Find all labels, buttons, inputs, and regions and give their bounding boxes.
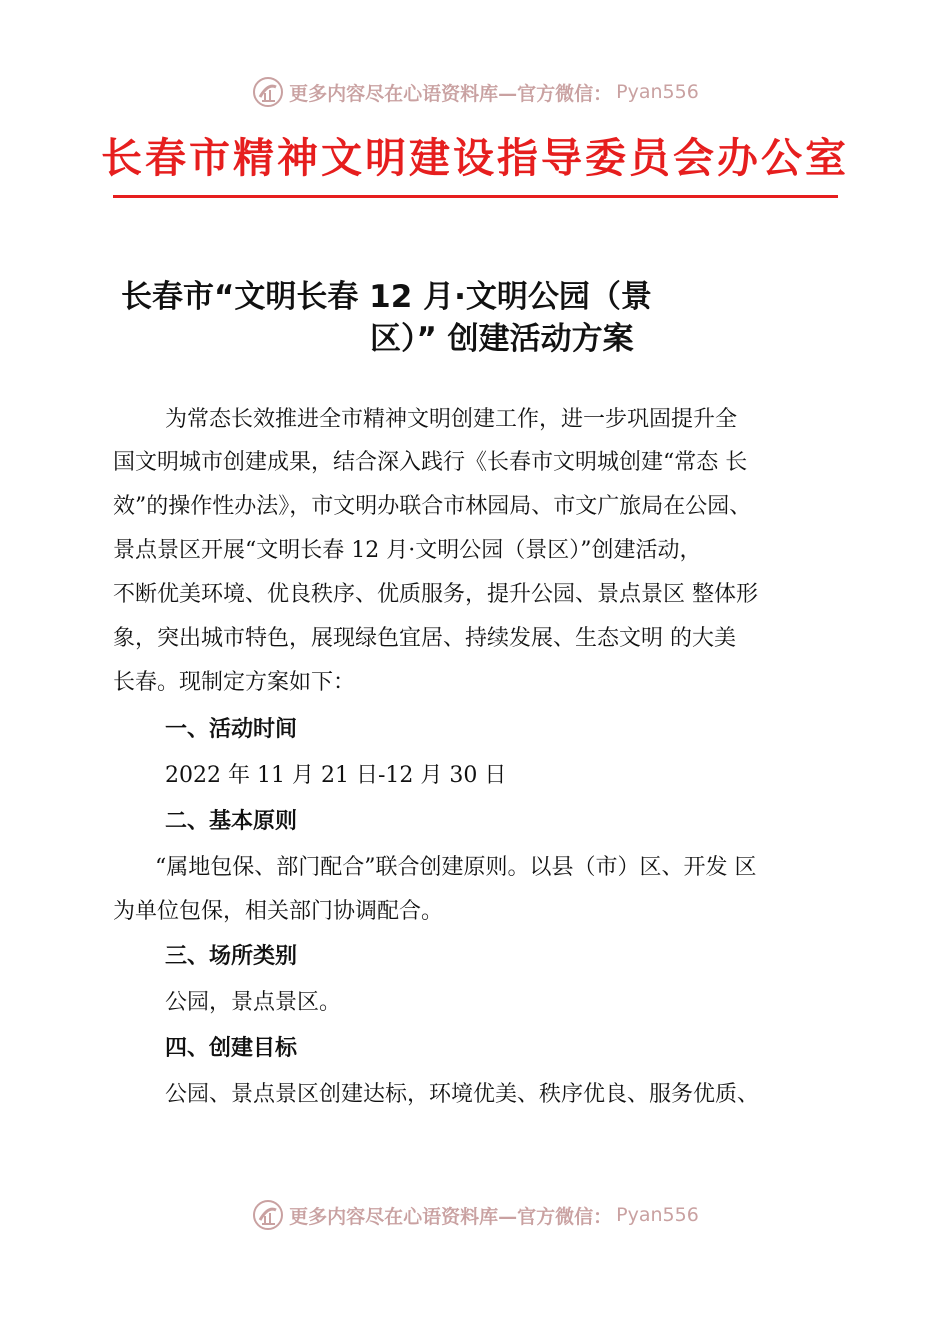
header-red-rule xyxy=(113,195,838,198)
watermark-text: 更多内容尽在心语资料库—官方微信： xyxy=(289,82,613,105)
intro-line: 为常态长效推进全市精神文明创建工作，进一步巩固提升全 xyxy=(165,407,738,432)
section-heading-time: 一、活动时间 xyxy=(165,717,298,742)
intro-line: 效”的操作性办法》，市文明办联合市林园局、市文广旅局在公园、 xyxy=(113,494,752,519)
document-title-line-1: 长春市“文明长春 12 月·文明公园（景 xyxy=(121,279,652,315)
document-title-line-2: 区）” 创建活动方案 xyxy=(370,321,634,357)
intro-line: 长春。现制定方案如下： xyxy=(113,670,356,695)
watermark-wechat-id: Pyan556 xyxy=(616,81,699,103)
watermark-bottom xyxy=(0,1195,950,1235)
section-text: 为单位包保，相关部门协调配合。 xyxy=(113,899,444,924)
section-heading-category: 三、场所类别 xyxy=(165,944,298,969)
watermark-top xyxy=(0,72,950,112)
intro-line: 象，突出城市特色，展现绿色宜居、持续发展、生态文明 的大美 xyxy=(113,626,736,651)
section-text: 2022 年 11 月 21 日-12 月 30 日 xyxy=(165,763,507,788)
org-header-title: 长春市精神文明建设指导委员会办公室 xyxy=(101,134,849,182)
section-text: 公园，景点景区。 xyxy=(165,990,342,1015)
book-logo-icon xyxy=(251,1198,285,1232)
intro-line: 不断优美环境、优良秩序、优质服务，提升公园、景点景区 整体形 xyxy=(113,582,758,607)
section-text: “属地包保、部门配合”联合创建原则。以县（市）区、开发 区 xyxy=(155,855,757,880)
intro-line: 国文明城市创建成果，结合深入践行《长春市文明城创建“常态 长 xyxy=(113,450,748,475)
watermark-text: 更多内容尽在心语资料库—官方微信： xyxy=(289,1205,613,1228)
intro-line: 景点景区开展“文明长春 12 月·文明公园（景区）”创建活动， xyxy=(113,538,702,563)
section-text: 公园、景点景区创建达标，环境优美、秩序优良、服务优质、 xyxy=(165,1082,760,1107)
book-logo-icon xyxy=(251,75,285,109)
section-heading-principle: 二、基本原则 xyxy=(165,809,298,834)
section-heading-goal: 四、创建目标 xyxy=(165,1036,298,1061)
watermark-wechat-id: Pyan556 xyxy=(616,1204,699,1226)
